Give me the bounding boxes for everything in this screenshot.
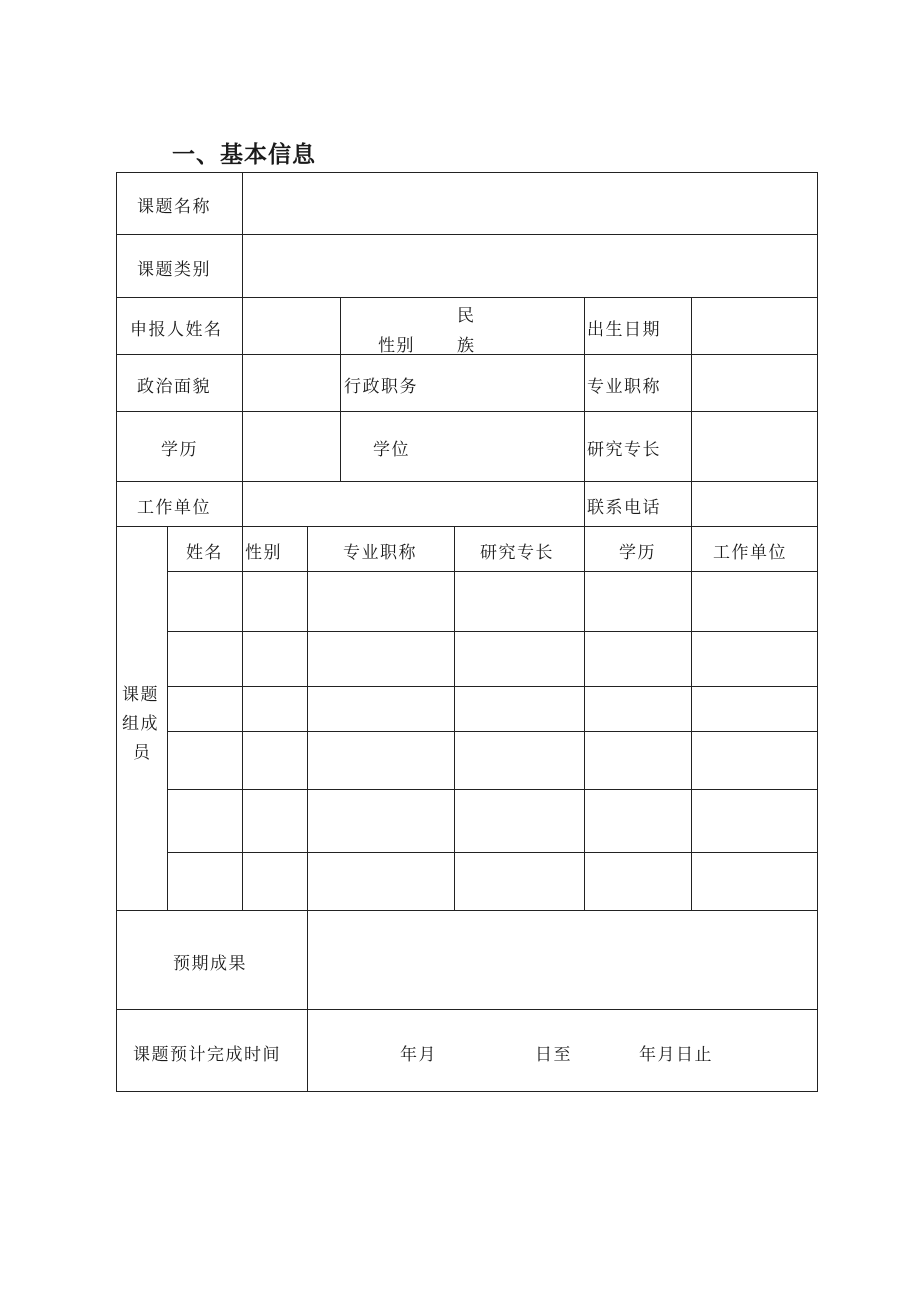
- col-divider: [340, 297, 341, 481]
- completion-part-1: 年月: [400, 1045, 437, 1065]
- work-unit-field[interactable]: [243, 482, 584, 526]
- professional-title-field[interactable]: [692, 355, 817, 411]
- col-divider: [584, 297, 585, 526]
- birth-date-field[interactable]: [692, 298, 817, 354]
- label-gender: 性别: [378, 336, 415, 356]
- phone-field[interactable]: [692, 482, 817, 526]
- education-field[interactable]: [243, 412, 340, 481]
- label-education: 学历: [161, 440, 198, 460]
- member-row-divider: [167, 731, 818, 732]
- member-header-gender: 性别: [245, 543, 282, 563]
- topic-name-field[interactable]: [243, 173, 817, 234]
- label-work-unit: 工作单位: [137, 498, 211, 518]
- political-status-field[interactable]: [243, 355, 340, 411]
- label-members-line3: 员: [133, 743, 152, 763]
- label-ethnicity-top: 民: [457, 306, 476, 326]
- member-col-divider: [167, 526, 168, 910]
- research-specialty-field[interactable]: [692, 412, 817, 481]
- label-research-specialty: 研究专长: [587, 440, 661, 460]
- label-admin-position: 行政职务: [344, 377, 418, 397]
- label-phone: 联系电话: [587, 498, 661, 518]
- topic-category-field[interactable]: [243, 235, 817, 297]
- label-birth-date: 出生日期: [587, 320, 661, 340]
- label-expected-results: 预期成果: [173, 954, 247, 974]
- member-header-name: 姓名: [186, 543, 223, 563]
- label-topic-category: 课题类别: [137, 260, 211, 280]
- member-col-divider: [691, 526, 692, 910]
- member-row-divider: [167, 571, 818, 572]
- member-header-work-unit: 工作单位: [713, 543, 787, 563]
- label-completion-time: 课题预计完成时间: [133, 1045, 281, 1065]
- member-row-divider: [167, 631, 818, 632]
- label-degree: 学位: [373, 440, 410, 460]
- label-topic-name: 课题名称: [137, 197, 211, 217]
- completion-part-3: 年月日止: [639, 1045, 713, 1065]
- row-divider: [116, 526, 818, 527]
- completion-part-2: 日至: [535, 1045, 572, 1065]
- expected-results-field[interactable]: [308, 911, 817, 1009]
- member-row-divider: [167, 852, 818, 853]
- label-members-line1: 课题: [122, 685, 159, 705]
- member-col-divider: [584, 526, 585, 910]
- page-title: 一、基本信息: [172, 142, 316, 168]
- applicant-name-field[interactable]: [243, 298, 340, 354]
- label-ethnicity-bottom: 族: [457, 336, 476, 356]
- member-row-divider: [167, 789, 818, 790]
- member-col-divider: [454, 526, 455, 910]
- member-header-education: 学历: [619, 543, 656, 563]
- label-professional-title: 专业职称: [587, 377, 661, 397]
- member-row-divider: [167, 686, 818, 687]
- row-divider: [116, 1009, 818, 1010]
- member-header-title: 专业职称: [343, 543, 417, 563]
- label-applicant-name: 申报人姓名: [130, 320, 223, 340]
- member-col-divider: [242, 526, 243, 910]
- label-political-status: 政治面貌: [137, 377, 211, 397]
- member-header-specialty: 研究专长: [480, 543, 554, 563]
- label-members-line2: 组成: [122, 714, 159, 734]
